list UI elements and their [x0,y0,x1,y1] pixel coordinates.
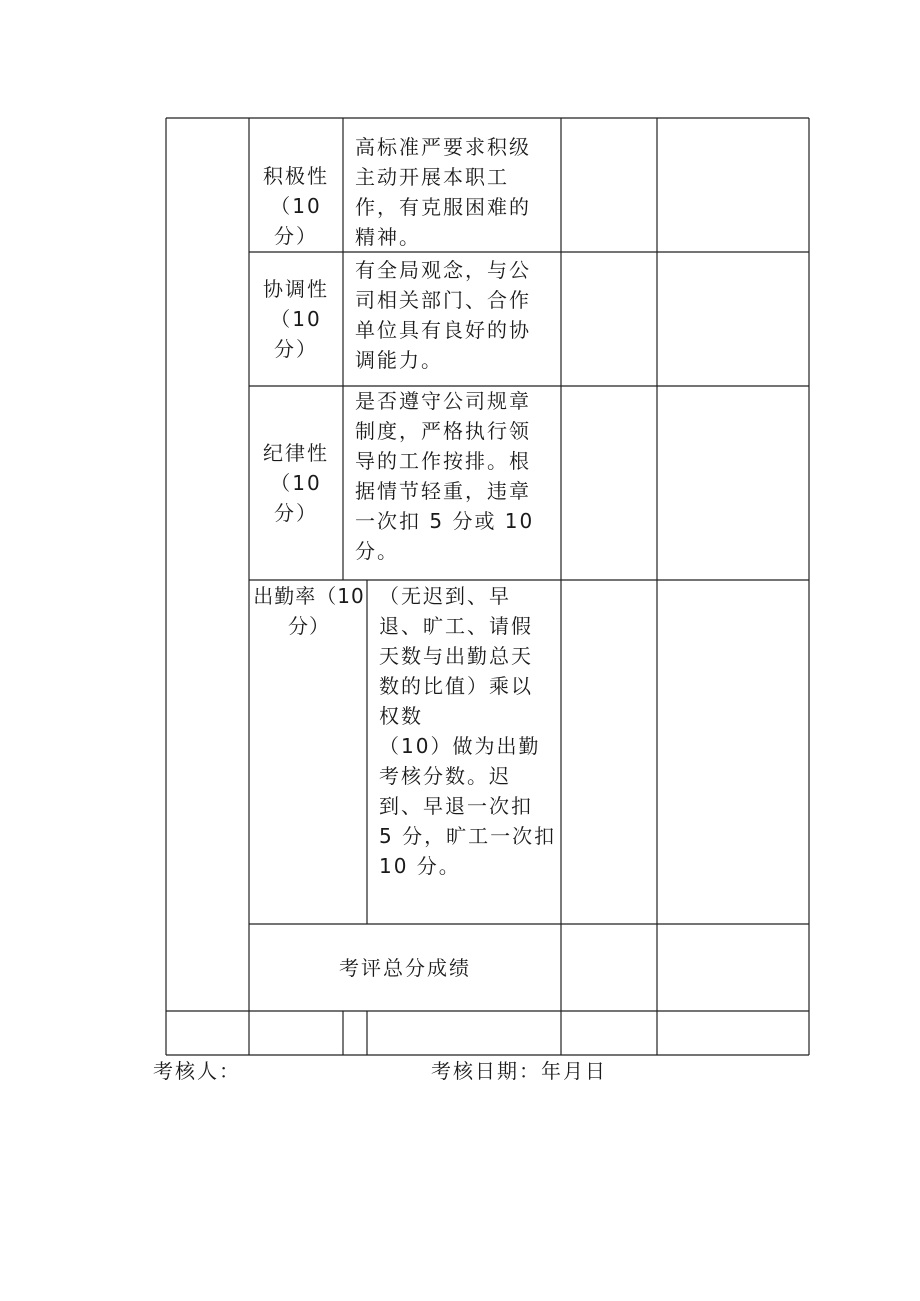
criterion-desc-initiative: 高标准严要求积级 主动开展本职工 作，有克服困难的 精神。 [355,135,531,249]
criterion-desc-discipline: 是否遵守公司规章 制度，严格执行领 导的工作按排。根 据情节轻重，违章 一次扣 5 分或 10 分。 [355,389,535,563]
criterion-desc-attendance: （无迟到、早 退、旷工、请假 天数与出勤总天 数的比值）乘以 权数 （10）做为出勤 考核分数。迟 到、早退一次扣 5 分，旷工一次扣 10 分。 [379,584,557,878]
criterion-label-initiative: 积极性 （10 分） [263,164,329,248]
assessor-label: 考核人： [153,1059,241,1083]
criterion-label-discipline: 纪律性 （10 分） [263,441,329,525]
criterion-label-attendance: 出勤率（10 分） [253,584,365,638]
criterion-label-coordination: 协调性 （10 分） [263,277,329,361]
assessment-date-label: 考核日期：年月日 [431,1059,607,1083]
criterion-desc-coordination: 有全局观念，与公 司相关部门、合作 单位具有良好的协 调能力。 [355,258,531,372]
total-score-label: 考评总分成绩 [339,956,471,980]
